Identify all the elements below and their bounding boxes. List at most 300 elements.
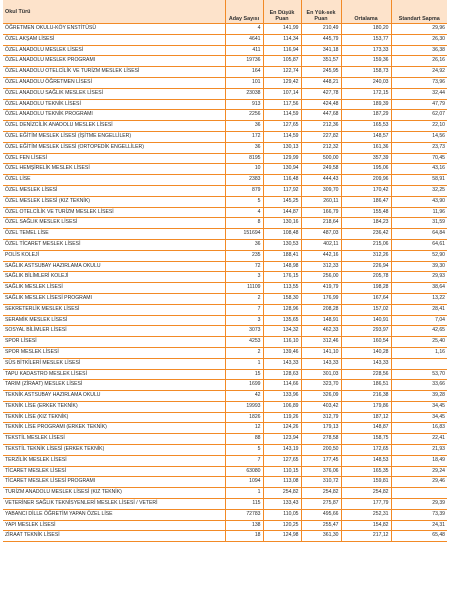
std-dev-cell: 53,70 bbox=[391, 369, 447, 380]
max-score-cell: 245,95 bbox=[301, 67, 341, 78]
average-cell: 170,42 bbox=[341, 185, 391, 196]
average-cell: 165,35 bbox=[341, 466, 391, 477]
min-score-cell: 176,15 bbox=[263, 272, 301, 283]
table-row bbox=[3, 88, 447, 99]
school-type-cell: ÖĞRETMEN OKULU-KÖY ENSTİTÜSÜ bbox=[3, 24, 225, 35]
std-dev-cell: 21,93 bbox=[391, 445, 447, 456]
table-row bbox=[3, 531, 447, 542]
min-score-cell: 110,05 bbox=[263, 509, 301, 520]
max-score-cell: 495,66 bbox=[301, 509, 341, 520]
max-score-cell: 176,99 bbox=[301, 293, 341, 304]
candidate-count-cell: 42 bbox=[225, 391, 263, 402]
school-type-cell: SERAMİK MESLEK LİSESİ bbox=[3, 315, 225, 326]
std-dev-cell: 23,73 bbox=[391, 142, 447, 153]
header-average: Ortalama bbox=[341, 0, 391, 24]
table-row bbox=[3, 401, 447, 412]
max-score-cell: 448,21 bbox=[301, 77, 341, 88]
table-row bbox=[3, 412, 447, 423]
candidate-count-cell: 1826 bbox=[225, 412, 263, 423]
table-row bbox=[3, 56, 447, 67]
table-row bbox=[3, 153, 447, 164]
table-row bbox=[3, 391, 447, 402]
max-score-cell: 179,13 bbox=[301, 423, 341, 434]
candidate-count-cell: 2 bbox=[225, 347, 263, 358]
min-score-cell: 127,65 bbox=[263, 455, 301, 466]
std-dev-cell: 70,45 bbox=[391, 153, 447, 164]
table-row bbox=[3, 142, 447, 153]
std-dev-cell: 52,90 bbox=[391, 250, 447, 261]
min-score-cell: 141,99 bbox=[263, 24, 301, 35]
candidate-count-cell: 4641 bbox=[225, 34, 263, 45]
candidate-count-cell: 879 bbox=[225, 185, 263, 196]
table-row bbox=[3, 185, 447, 196]
average-cell: 209,96 bbox=[341, 175, 391, 186]
min-score-cell: 116,48 bbox=[263, 175, 301, 186]
candidate-count-cell: 3 bbox=[225, 315, 263, 326]
table-row bbox=[3, 229, 447, 240]
candidate-count-cell: 63080 bbox=[225, 466, 263, 477]
std-dev-cell: 47,79 bbox=[391, 99, 447, 110]
school-type-cell: SAĞLIK MESLEK LİSESİ bbox=[3, 283, 225, 294]
candidate-count-cell: 1 bbox=[225, 358, 263, 369]
std-dev-cell: 7,04 bbox=[391, 315, 447, 326]
table-row bbox=[3, 347, 447, 358]
average-cell: 165,53 bbox=[341, 121, 391, 132]
std-dev-cell: 29,46 bbox=[391, 477, 447, 488]
min-score-cell: 114,59 bbox=[263, 131, 301, 142]
average-cell: 143,33 bbox=[341, 358, 391, 369]
average-cell: 148,53 bbox=[341, 455, 391, 466]
school-type-cell: TEKSTİL MESLEK LİSESİ bbox=[3, 434, 225, 445]
school-type-cell: ÖZEL TEMEL LİSE bbox=[3, 229, 225, 240]
std-dev-cell: 11,96 bbox=[391, 207, 447, 218]
table-row bbox=[3, 358, 447, 369]
std-dev-cell: 1,16 bbox=[391, 347, 447, 358]
table-row bbox=[3, 369, 447, 380]
candidate-count-cell: 8 bbox=[225, 218, 263, 229]
max-score-cell: 301,03 bbox=[301, 369, 341, 380]
max-score-cell: 210,49 bbox=[301, 24, 341, 35]
max-score-cell: 256,00 bbox=[301, 272, 341, 283]
school-type-cell: ÖZEL AKŞAM LİSESİ bbox=[3, 34, 225, 45]
std-dev-cell: 39,30 bbox=[391, 261, 447, 272]
average-cell: 177,79 bbox=[341, 499, 391, 510]
table-row bbox=[3, 488, 447, 499]
average-cell: 160,54 bbox=[341, 337, 391, 348]
std-dev-cell: 64,84 bbox=[391, 229, 447, 240]
min-score-cell: 145,25 bbox=[263, 196, 301, 207]
min-score-cell: 130,16 bbox=[263, 218, 301, 229]
std-dev-cell: 13,22 bbox=[391, 293, 447, 304]
table-row bbox=[3, 304, 447, 315]
table-row bbox=[3, 207, 447, 218]
school-type-cell: ÖZEL ANADOLU MESLEK LİSESİ bbox=[3, 45, 225, 56]
candidate-count-cell: 18 bbox=[225, 531, 263, 542]
std-dev-cell: 14,56 bbox=[391, 131, 447, 142]
min-score-cell: 158,30 bbox=[263, 293, 301, 304]
candidate-count-cell: 11109 bbox=[225, 283, 263, 294]
min-score-cell: 139,46 bbox=[263, 347, 301, 358]
candidate-count-cell: 138 bbox=[225, 520, 263, 531]
min-score-cell: 120,25 bbox=[263, 520, 301, 531]
average-cell: 252,31 bbox=[341, 509, 391, 520]
candidate-count-cell: 3073 bbox=[225, 326, 263, 337]
candidate-count-cell: 913 bbox=[225, 99, 263, 110]
min-score-cell: 143,19 bbox=[263, 445, 301, 456]
max-score-cell: 444,43 bbox=[301, 175, 341, 186]
candidate-count-cell: 4 bbox=[225, 207, 263, 218]
candidate-count-cell: 72783 bbox=[225, 509, 263, 520]
min-score-cell: 113,08 bbox=[263, 477, 301, 488]
max-score-cell: 361,30 bbox=[301, 531, 341, 542]
average-cell: 154,82 bbox=[341, 520, 391, 531]
header-std-dev: Standart Sapma bbox=[391, 0, 447, 24]
max-score-cell: 212,32 bbox=[301, 142, 341, 153]
school-type-cell: ÖZEL SAĞLIK MESLEK LİSESİ bbox=[3, 218, 225, 229]
school-type-cell: ZİRAAT TEKNİK LİSESİ bbox=[3, 531, 225, 542]
max-score-cell: 177,45 bbox=[301, 455, 341, 466]
max-score-cell: 462,33 bbox=[301, 326, 341, 337]
max-score-cell: 500,00 bbox=[301, 153, 341, 164]
table-row bbox=[3, 434, 447, 445]
table-row bbox=[3, 315, 447, 326]
min-score-cell: 108,48 bbox=[263, 229, 301, 240]
min-score-cell: 129,42 bbox=[263, 77, 301, 88]
candidate-count-cell: 88 bbox=[225, 434, 263, 445]
school-type-cell: ÖZEL ANADOLU MESLEK PROGRAMI bbox=[3, 56, 225, 67]
candidate-count-cell: 8195 bbox=[225, 153, 263, 164]
candidate-count-cell: 36 bbox=[225, 239, 263, 250]
min-score-cell: 129,99 bbox=[263, 153, 301, 164]
school-type-cell: ÖZEL ANADOLU ÖĞRETMEN LİSESİ bbox=[3, 77, 225, 88]
table-body bbox=[3, 24, 447, 542]
school-type-cell: ÖZEL EĞİTİM MESLEK LİSESİ (İŞİTME ENGELLİLER) bbox=[3, 131, 225, 142]
candidate-count-cell: 4 bbox=[225, 24, 263, 35]
average-cell: 186,47 bbox=[341, 196, 391, 207]
candidate-count-cell: 5 bbox=[225, 196, 263, 207]
table-row bbox=[3, 121, 447, 132]
max-score-cell: 218,64 bbox=[301, 218, 341, 229]
average-cell: 195,06 bbox=[341, 164, 391, 175]
average-cell: 187,12 bbox=[341, 412, 391, 423]
table-row bbox=[3, 272, 447, 283]
min-score-cell: 124,98 bbox=[263, 531, 301, 542]
average-cell: 184,23 bbox=[341, 218, 391, 229]
min-score-cell: 130,53 bbox=[263, 239, 301, 250]
std-dev-cell: 42,65 bbox=[391, 326, 447, 337]
school-type-cell: POLİS KOLEJİ bbox=[3, 250, 225, 261]
table-row bbox=[3, 175, 447, 186]
school-type-cell: TURİZM ANADOLU MESLEK LİSESİ (KIZ TEKNİK) bbox=[3, 488, 225, 499]
header-candidate-count: Aday Sayısı bbox=[225, 0, 263, 24]
school-type-cell: ÖZEL FEN LİSESİ bbox=[3, 153, 225, 164]
candidate-count-cell: 1 bbox=[225, 488, 263, 499]
min-score-cell: 116,94 bbox=[263, 45, 301, 56]
std-dev-cell: 31,59 bbox=[391, 218, 447, 229]
school-type-cell: YABANCI DİLLE ÖĞRETİM YAPAN ÖZEL LİSE bbox=[3, 509, 225, 520]
min-score-cell: 133,96 bbox=[263, 391, 301, 402]
max-score-cell: 442,16 bbox=[301, 250, 341, 261]
std-dev-cell: 29,96 bbox=[391, 24, 447, 35]
std-dev-cell: 26,16 bbox=[391, 56, 447, 67]
std-dev-cell: 36,38 bbox=[391, 45, 447, 56]
min-score-cell: 114,66 bbox=[263, 380, 301, 391]
school-type-cell: ÖZEL MESLEK LİSESİ bbox=[3, 185, 225, 196]
table-row bbox=[3, 34, 447, 45]
header-min-score: En Düşük Puan bbox=[263, 0, 301, 24]
min-score-cell: 124,26 bbox=[263, 423, 301, 434]
min-score-cell: 130,13 bbox=[263, 142, 301, 153]
min-score-cell: 106,89 bbox=[263, 401, 301, 412]
school-type-cell: SÜS BİTKİLERİ MESLEK LİSESİ bbox=[3, 358, 225, 369]
std-dev-cell: 29,93 bbox=[391, 272, 447, 283]
school-type-cell: SOSYAL BİLİMLER LİSESİ bbox=[3, 326, 225, 337]
header-school-type: Okul Türü bbox=[3, 0, 225, 24]
average-cell: 158,75 bbox=[341, 434, 391, 445]
std-dev-cell: 25,40 bbox=[391, 337, 447, 348]
school-type-cell: SAĞLIK ASTSUBAY HAZIRLAMA OKULU bbox=[3, 261, 225, 272]
average-cell: 240,03 bbox=[341, 77, 391, 88]
max-score-cell: 275,87 bbox=[301, 499, 341, 510]
std-dev-cell: 18,49 bbox=[391, 455, 447, 466]
min-score-cell: 144,87 bbox=[263, 207, 301, 218]
table-row bbox=[3, 239, 447, 250]
average-cell: 167,64 bbox=[341, 293, 391, 304]
min-score-cell: 114,59 bbox=[263, 110, 301, 121]
min-score-cell: 254,82 bbox=[263, 488, 301, 499]
candidate-count-cell: 101 bbox=[225, 77, 263, 88]
max-score-cell: 487,03 bbox=[301, 229, 341, 240]
std-dev-cell: 34,45 bbox=[391, 401, 447, 412]
min-score-cell: 110,15 bbox=[263, 466, 301, 477]
average-cell: 189,39 bbox=[341, 99, 391, 110]
school-type-cell: SAĞLIK BİLİMLERİ KOLEJİ bbox=[3, 272, 225, 283]
table-row bbox=[3, 77, 447, 88]
school-type-cell: YAPI MESLEK LİSESİ bbox=[3, 520, 225, 531]
average-cell: 155,48 bbox=[341, 207, 391, 218]
std-dev-cell: 22,41 bbox=[391, 434, 447, 445]
std-dev-cell: 28,41 bbox=[391, 304, 447, 315]
average-cell: 161,36 bbox=[341, 142, 391, 153]
average-cell: 198,28 bbox=[341, 283, 391, 294]
average-cell: 148,87 bbox=[341, 423, 391, 434]
min-score-cell: 123,94 bbox=[263, 434, 301, 445]
table-row bbox=[3, 45, 447, 56]
std-dev-cell: 43,16 bbox=[391, 164, 447, 175]
max-score-cell: 200,50 bbox=[301, 445, 341, 456]
max-score-cell: 447,68 bbox=[301, 110, 341, 121]
candidate-count-cell: 4253 bbox=[225, 337, 263, 348]
average-cell: 254,82 bbox=[341, 488, 391, 499]
school-type-cell: TEKSTİL TEKNİK LİSESİ (ERKEK TEKNİK) bbox=[3, 445, 225, 456]
max-score-cell: 255,47 bbox=[301, 520, 341, 531]
school-type-cell: TEKNİK LİSE (ERKEK TEKNİK) bbox=[3, 401, 225, 412]
table-row bbox=[3, 110, 447, 121]
min-score-cell: 128,63 bbox=[263, 369, 301, 380]
min-score-cell: 113,55 bbox=[263, 283, 301, 294]
table-row bbox=[3, 445, 447, 456]
average-cell: 140,28 bbox=[341, 347, 391, 358]
school-type-cell: TARIM (ZİRAAT) MESLEK LİSESİ bbox=[3, 380, 225, 391]
min-score-cell: 119,26 bbox=[263, 412, 301, 423]
school-type-cell: ÖZEL ANADOLU SAĞLIK MESLEK LİSESİ bbox=[3, 88, 225, 99]
candidate-count-cell: 7 bbox=[225, 304, 263, 315]
average-cell: 293,97 bbox=[341, 326, 391, 337]
candidate-count-cell: 235 bbox=[225, 250, 263, 261]
max-score-cell: 309,70 bbox=[301, 185, 341, 196]
average-cell: 157,02 bbox=[341, 304, 391, 315]
candidate-count-cell: 2256 bbox=[225, 110, 263, 121]
std-dev-cell: 32,44 bbox=[391, 88, 447, 99]
candidate-count-cell: 411 bbox=[225, 45, 263, 56]
max-score-cell: 341,18 bbox=[301, 45, 341, 56]
table-row bbox=[3, 250, 447, 261]
school-type-cell: TEKNİK LİSE (KIZ TEKNİK) bbox=[3, 412, 225, 423]
exam-score-table bbox=[3, 0, 447, 542]
average-cell: 357,39 bbox=[341, 153, 391, 164]
std-dev-cell: 22,10 bbox=[391, 121, 447, 132]
candidate-count-cell: 2 bbox=[225, 293, 263, 304]
candidate-count-cell: 3 bbox=[225, 272, 263, 283]
table-row bbox=[3, 499, 447, 510]
school-type-cell: SPOR LİSESİ bbox=[3, 337, 225, 348]
max-score-cell: 376,06 bbox=[301, 466, 341, 477]
candidate-count-cell: 19736 bbox=[225, 56, 263, 67]
max-score-cell: 445,79 bbox=[301, 34, 341, 45]
table-row bbox=[3, 477, 447, 488]
school-type-cell: SPOR MESLEK LİSESİ bbox=[3, 347, 225, 358]
std-dev-cell: 32,25 bbox=[391, 185, 447, 196]
table-row bbox=[3, 380, 447, 391]
max-score-cell: 351,57 bbox=[301, 56, 341, 67]
average-cell: 153,77 bbox=[341, 34, 391, 45]
average-cell: 205,78 bbox=[341, 272, 391, 283]
min-score-cell: 122,74 bbox=[263, 67, 301, 78]
average-cell: 158,73 bbox=[341, 67, 391, 78]
table-row bbox=[3, 131, 447, 142]
std-dev-cell bbox=[391, 358, 447, 369]
table-row bbox=[3, 326, 447, 337]
candidate-count-cell: 164 bbox=[225, 67, 263, 78]
std-dev-cell: 62,07 bbox=[391, 110, 447, 121]
candidate-count-cell: 72 bbox=[225, 261, 263, 272]
std-dev-cell bbox=[391, 488, 447, 499]
min-score-cell: 127,65 bbox=[263, 121, 301, 132]
table-row bbox=[3, 164, 447, 175]
max-score-cell: 143,33 bbox=[301, 358, 341, 369]
candidate-count-cell: 115 bbox=[225, 499, 263, 510]
school-type-cell: TİCARET MESLEK LİSESİ PROGRAMI bbox=[3, 477, 225, 488]
average-cell: 159,36 bbox=[341, 56, 391, 67]
school-type-cell: ÖZEL EĞİTİM MESLEK LİSESİ (ORTOPEDİK ENGELLİLER) bbox=[3, 142, 225, 153]
std-dev-cell: 39,28 bbox=[391, 391, 447, 402]
candidate-count-cell: 1699 bbox=[225, 380, 263, 391]
std-dev-cell: 65,48 bbox=[391, 531, 447, 542]
min-score-cell: 116,10 bbox=[263, 337, 301, 348]
max-score-cell: 310,72 bbox=[301, 477, 341, 488]
min-score-cell: 117,92 bbox=[263, 185, 301, 196]
max-score-cell: 249,58 bbox=[301, 164, 341, 175]
average-cell: 228,56 bbox=[341, 369, 391, 380]
std-dev-cell: 73,96 bbox=[391, 77, 447, 88]
max-score-cell: 208,28 bbox=[301, 304, 341, 315]
average-cell: 172,15 bbox=[341, 88, 391, 99]
min-score-cell: 117,56 bbox=[263, 99, 301, 110]
max-score-cell: 278,58 bbox=[301, 434, 341, 445]
average-cell: 236,42 bbox=[341, 229, 391, 240]
std-dev-cell: 34,45 bbox=[391, 412, 447, 423]
max-score-cell: 326,09 bbox=[301, 391, 341, 402]
candidate-count-cell: 23038 bbox=[225, 88, 263, 99]
std-dev-cell: 73,39 bbox=[391, 509, 447, 520]
school-type-cell: TERZİLİK MESLEK LİSESİ bbox=[3, 455, 225, 466]
std-dev-cell: 58,91 bbox=[391, 175, 447, 186]
std-dev-cell: 24,92 bbox=[391, 67, 447, 78]
school-type-cell: ÖZEL OTELCİLİK VE TURİZM MESLEK LİSESİ bbox=[3, 207, 225, 218]
max-score-cell: 424,48 bbox=[301, 99, 341, 110]
std-dev-cell: 24,31 bbox=[391, 520, 447, 531]
school-type-cell: ÖZEL ANADOLU TEKNİK LİSESİ bbox=[3, 99, 225, 110]
candidate-count-cell: 19993 bbox=[225, 401, 263, 412]
average-cell: 215,06 bbox=[341, 239, 391, 250]
table-row bbox=[3, 261, 447, 272]
average-cell: 217,12 bbox=[341, 531, 391, 542]
max-score-cell: 227,82 bbox=[301, 131, 341, 142]
candidate-count-cell: 15 bbox=[225, 369, 263, 380]
average-cell: 159,81 bbox=[341, 477, 391, 488]
std-dev-cell: 64,61 bbox=[391, 239, 447, 250]
std-dev-cell: 29,39 bbox=[391, 499, 447, 510]
table-row bbox=[3, 196, 447, 207]
school-type-cell: ÖZEL LİSE bbox=[3, 175, 225, 186]
school-type-cell: SAĞLIK MESLEK LİSESİ PROGRAMI bbox=[3, 293, 225, 304]
min-score-cell: 133,43 bbox=[263, 499, 301, 510]
school-type-cell: TAPU KADASTRO MESLEK LİSESİ bbox=[3, 369, 225, 380]
table-row bbox=[3, 509, 447, 520]
candidate-count-cell: 36 bbox=[225, 142, 263, 153]
candidate-count-cell: 36 bbox=[225, 121, 263, 132]
max-score-cell: 312,46 bbox=[301, 337, 341, 348]
max-score-cell: 148,91 bbox=[301, 315, 341, 326]
max-score-cell: 141,10 bbox=[301, 347, 341, 358]
min-score-cell: 143,33 bbox=[263, 358, 301, 369]
header-max-score: En Yük-sek Puan bbox=[301, 0, 341, 24]
school-type-cell: ÖZEL DENİZCİLİK ANADOLU MESLEK LİSESİ bbox=[3, 121, 225, 132]
max-score-cell: 402,11 bbox=[301, 239, 341, 250]
school-type-cell: ÖZEL HEMŞİRELİK MESLEK LİSESİ bbox=[3, 164, 225, 175]
table-row bbox=[3, 337, 447, 348]
average-cell: 173,33 bbox=[341, 45, 391, 56]
std-dev-cell: 38,64 bbox=[391, 283, 447, 294]
std-dev-cell: 26,30 bbox=[391, 34, 447, 45]
table-row bbox=[3, 520, 447, 531]
candidate-count-cell: 7 bbox=[225, 455, 263, 466]
school-type-cell: ÖZEL ANADOLU TEKNİK PROGRAMI bbox=[3, 110, 225, 121]
school-type-cell: TİCARET MESLEK LİSESİ bbox=[3, 466, 225, 477]
candidate-count-cell: 172 bbox=[225, 131, 263, 142]
table-header-row bbox=[3, 0, 447, 24]
candidate-count-cell: 10 bbox=[225, 164, 263, 175]
school-type-cell: ÖZEL MESLEK LİSESİ (KIZ TEKNİK) bbox=[3, 196, 225, 207]
table-row bbox=[3, 218, 447, 229]
max-score-cell: 323,70 bbox=[301, 380, 341, 391]
max-score-cell: 403,42 bbox=[301, 401, 341, 412]
min-score-cell: 105,87 bbox=[263, 56, 301, 67]
average-cell: 187,29 bbox=[341, 110, 391, 121]
average-cell: 180,20 bbox=[341, 24, 391, 35]
max-score-cell: 427,78 bbox=[301, 88, 341, 99]
average-cell: 179,86 bbox=[341, 401, 391, 412]
